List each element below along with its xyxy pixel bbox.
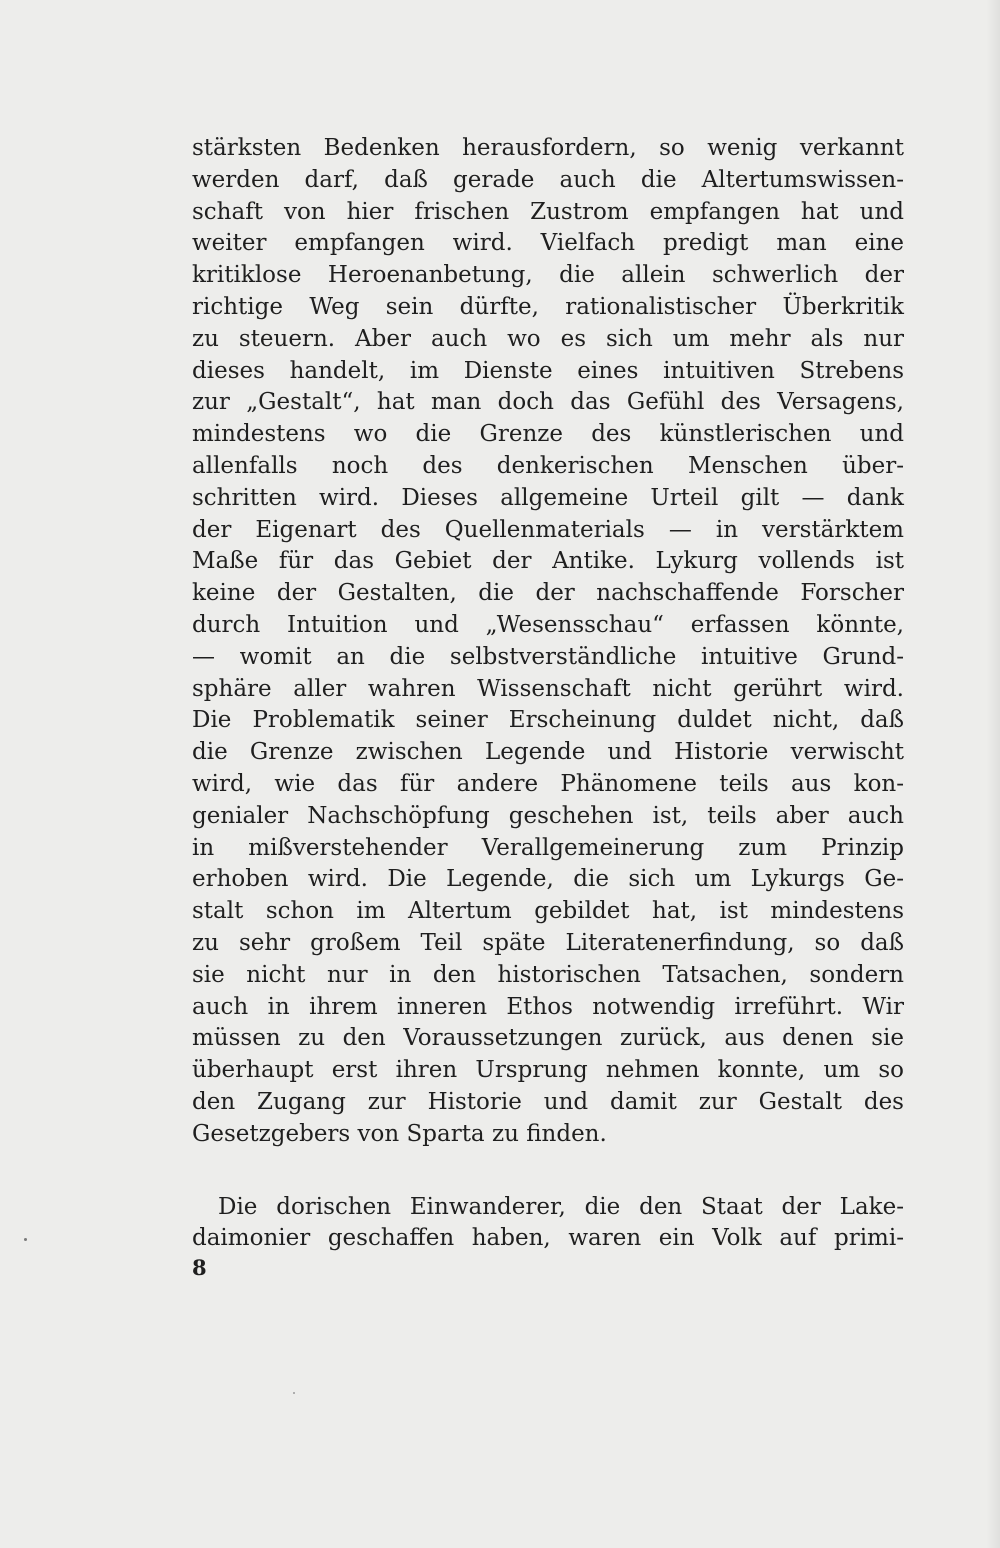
text-line: kritiklose Heroenanbetung, die allein schwerlich der: [192, 262, 904, 289]
text-line: in mißverstehender Verallgemeinerung zum Prinzip: [192, 834, 904, 861]
text-line: den Zugang zur Historie und damit zur Gestalt des: [192, 1088, 904, 1115]
text-line: stalt schon im Altertum gebildet hat, ist mindestens: [192, 898, 904, 925]
text-line: mindestens wo die Grenze des künstlerischen und: [192, 421, 904, 448]
text-line: schaft von hier frischen Zustrom empfangen hat und: [192, 198, 904, 225]
page-number: 8: [192, 1255, 207, 1280]
text-line: allenfalls noch des denkerischen Menschen über-: [192, 452, 904, 479]
paper-speck: [293, 1392, 295, 1394]
text-line: dieses handelt, im Dienste eines intuitiven Strebens: [192, 357, 904, 384]
text-line: der Eigenart des Quellenmaterials — in verstärktem: [192, 516, 904, 543]
text-line: Die Problematik seiner Erscheinung duldet nicht, daß: [192, 707, 904, 734]
body-text: [192, 133, 904, 1255]
text-line: werden darf, daß gerade auch die Altertumswissen-: [192, 166, 904, 193]
text-line: die Grenze zwischen Legende und Historie verwischt: [192, 739, 904, 766]
text-line: auch in ihrem inneren Ethos notwendig irreführt. Wir: [192, 993, 904, 1020]
text-line: erhoben wird. Die Legende, die sich um Lykurgs Ge-: [192, 866, 904, 893]
text-line: zu steuern. Aber auch wo es sich um mehr als nur: [192, 325, 904, 352]
text-line: zu sehr großem Teil späte Literatenerfindung, so daß: [192, 929, 904, 956]
text-line: wird, wie das für andere Phänomene teils aus kon-: [192, 770, 904, 797]
text-line: daimonier geschaffen haben, waren ein Volk auf primi-: [192, 1225, 904, 1252]
text-line: sphäre aller wahren Wissenschaft nicht gerührt wird.: [192, 675, 904, 702]
text-line: überhaupt erst ihren Ursprung nehmen konnte, um so: [192, 1057, 904, 1084]
page-edge-shadow: [986, 0, 1000, 1548]
text-line: weiter empfangen wird. Vielfach predigt man eine: [192, 230, 904, 257]
paragraph-2: [192, 1192, 904, 1256]
text-line: Maße für das Gebiet der Antike. Lykurg vollends ist: [192, 548, 904, 575]
paragraph-1: [192, 133, 904, 1151]
text-line: Die dorischen Einwanderer, die den Staat der Lake-: [218, 1193, 904, 1220]
text-line: richtige Weg sein dürfte, rationalistischer Überkritik: [192, 293, 904, 320]
text-line: zur „Gestalt“, hat man doch das Gefühl des Versagens,: [192, 389, 904, 416]
text-line: durch Intuition und „Wesensschau“ erfassen könnte,: [192, 611, 904, 638]
text-line: sie nicht nur in den historischen Tatsachen, sondern: [192, 961, 904, 988]
text-line: Gesetzgebers von Sparta zu finden.: [192, 1120, 607, 1147]
text-line: stärksten Bedenken herausfordern, so wenig verkannt: [192, 135, 904, 161]
text-line: — womit an die selbstverständliche intuitive Grund-: [192, 643, 904, 670]
text-line: genialer Nachschöpfung geschehen ist, teils aber auch: [192, 802, 904, 829]
text-line: schritten wird. Dieses allgemeine Urteil gilt — dank: [192, 484, 904, 511]
text-line: müssen zu den Voraussetzungen zurück, aus denen sie: [192, 1025, 904, 1052]
paper-speck: [24, 1238, 27, 1241]
paragraph-gap: [192, 1151, 904, 1192]
text-line: keine der Gestalten, die der nachschaffende Forscher: [192, 580, 904, 607]
